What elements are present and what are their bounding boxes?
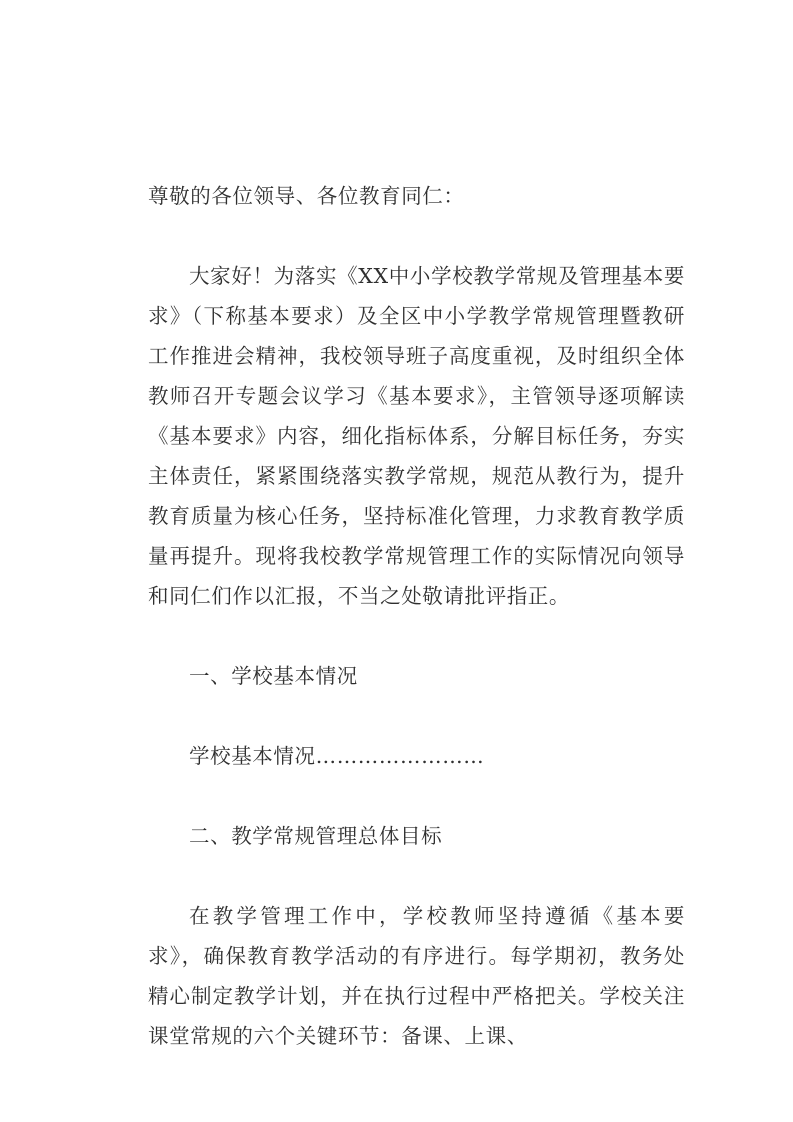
section-one-body: 学校基本情况……………………	[189, 744, 485, 768]
paragraph-spacer	[148, 616, 685, 656]
paragraph-spacer	[148, 856, 685, 896]
document-body	[148, 176, 685, 1056]
paragraph-spacer	[148, 216, 685, 256]
section-heading-one: 一、学校基本情况	[189, 664, 358, 688]
salutation-line: 尊敬的各位领导、各位教育同仁：	[148, 184, 465, 208]
intro-paragraph: 大家好！为落实《XX中小学校教学常规及管理基本要求》（下称基本要求）及全区中小学教学常规管理暨教研工作推进会精神，我校领导班子高度重视，及时组织全体教师召开专题会议学习《基本要求》，主管领导逐项解读《基本要求》内容，细化指标体系，分解目标任务，夯实主体责任，紧紧围绕落实教学常规，规范从教行为，提升教育质量为核心任务，坚持标准化管理，力求教育教学质量再提升。现将我校教学常规管理工作的实际情况向领导和同仁们作以汇报，不当之处敬请批评指正。	[148, 264, 685, 608]
paragraph-spacer	[148, 776, 685, 816]
paragraph-spacer	[148, 696, 685, 736]
section-heading-two: 二、教学常规管理总体目标	[189, 824, 443, 848]
section-two-body: 在教学管理工作中，学校教师坚持遵循《基本要求》，确保教育教学活动的有序进行。每学期初，教务处精心制定教学计划，并在执行过程中严格把关。学校关注课堂常规的六个关键环节：备课、上课、	[148, 904, 685, 1048]
